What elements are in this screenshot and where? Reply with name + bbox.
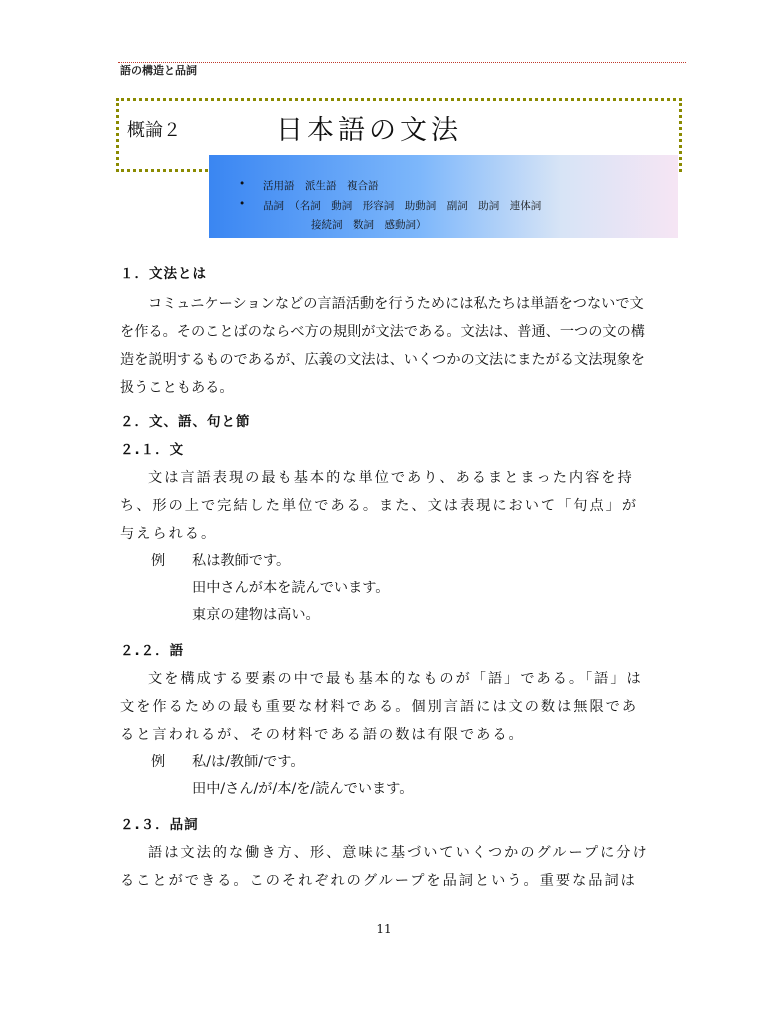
example-text: 東京の建物は高い。 [192, 607, 320, 623]
paragraph-line: を作る。そのことばのならべ方の規則が文法である。文法は、普通、一つの文の構 [120, 324, 645, 340]
paragraph-line: ると言われるが、その材料である語の数は有限である。 [120, 727, 525, 743]
page-number: 11 [376, 922, 392, 936]
paragraph [120, 290, 698, 402]
example-line [120, 749, 698, 776]
example-line [120, 602, 698, 629]
example-text: 私/は/教師/です。 [192, 754, 305, 770]
paragraph-line: 与えられる。 [120, 526, 218, 542]
paragraph-line: ち、形の上で完結した単位である。また、文は表現において「句点」が [120, 498, 639, 514]
example-line [120, 575, 698, 602]
example-text: 私は教師です。 [192, 553, 291, 569]
example-text: 田中/さん/が/本/を/読んでいます。 [192, 781, 414, 797]
paragraph-line: コミュニケーションなどの言語活動を行うためには私たちは単語をつないで文 [148, 296, 644, 312]
paragraph-line: 扱うこともある。 [120, 380, 234, 396]
bullet-icon: • [239, 198, 246, 210]
running-header: 語の構造と品詞 [120, 64, 197, 77]
example-label: 例 [151, 553, 166, 569]
subsection-heading: ２.２．語 [120, 643, 185, 659]
keyword-box [209, 155, 678, 238]
section-heading: １．文法とは [120, 266, 207, 282]
example-line [120, 776, 698, 803]
paragraph-line: 文を構成する要素の中で最も基本的なものが「語」である。「語」は [148, 671, 643, 687]
example-line [120, 548, 698, 575]
chapter-title: 日本語の文法 [276, 115, 462, 146]
bullet-icon: • [239, 178, 246, 190]
paragraph-line: 文を作るための最も重要な材料である。個別言語には文の数は無限であ [120, 699, 639, 715]
paragraph-line: 造を説明するものであるが、広義の文法は、いくつかの文法にまたがる文法現象を [120, 352, 645, 368]
header-divider [118, 62, 686, 63]
document-body [120, 260, 698, 895]
paragraph [120, 665, 698, 749]
keyword-text: 活用語 派生語 複合語 [263, 180, 379, 192]
example-label: 例 [151, 754, 166, 770]
chapter-label: 概論２ [127, 120, 181, 141]
paragraph-line: ることができる。このそれぞれのグループを品詞という。重要な品詞は [120, 873, 637, 889]
keyword-text: 品詞 （名詞 動詞 形容詞 助動詞 副詞 助詞 連体詞 [263, 200, 542, 212]
subsection-heading: ２.３．品詞 [120, 817, 199, 833]
subsection-heading: ２.１．文 [120, 442, 185, 458]
paragraph [120, 839, 698, 895]
paragraph-line: 語は文法的な働き方、形、意味に基づいていくつかのグループに分け [148, 845, 649, 861]
keyword-text: 接続詞 数詞 感動詞） [311, 219, 427, 231]
example-text: 田中さんが本を読んでいます。 [192, 580, 390, 596]
paragraph [120, 464, 698, 548]
paragraph-line: 文は言語表現の最も基本的な単位であり、あるまとまった内容を持 [148, 470, 634, 486]
section-heading: ２．文、語、句と節 [120, 414, 251, 430]
